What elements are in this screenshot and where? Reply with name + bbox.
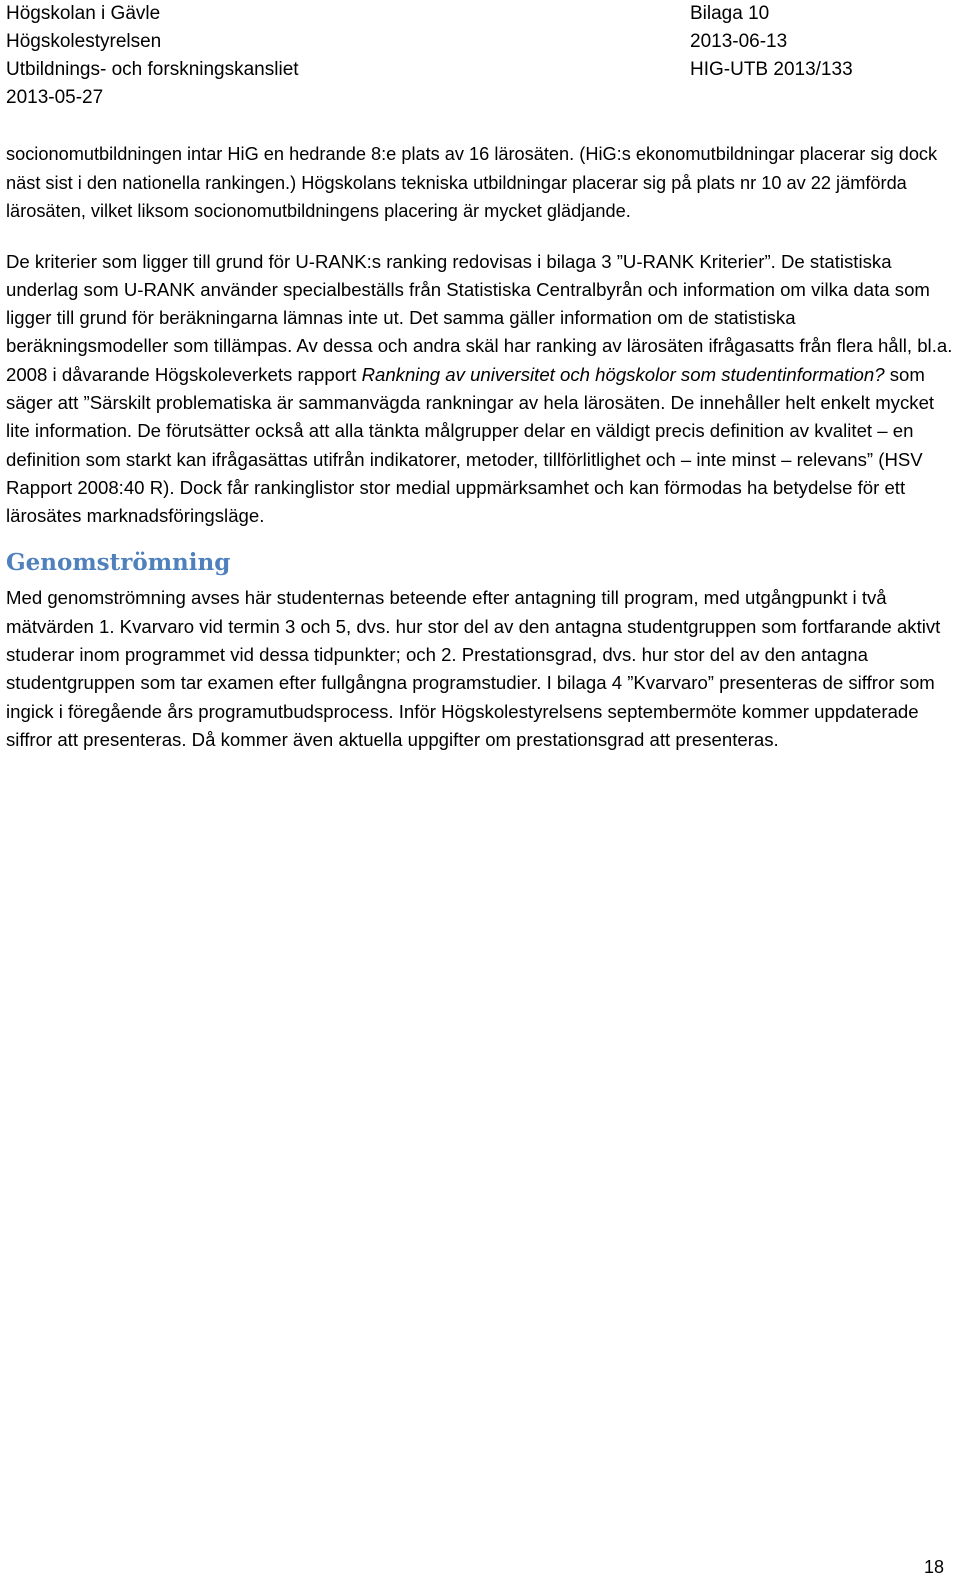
paragraph-urank-criteria-part1: De kriterier som ligger till grund för U-RANK:s ranking redovisas i bilaga 3 ”U-RANK Kriterier”. De statistiska underlag som U-RANK använder specialbeställs från Statistiska Centralbyrån och information om vilka data som ligger till grund för beräkningarna lämnas inte ut. Det samma gäller information om de statistiska beräkningsmodeller som tillämpas. Av dessa och andra skäl har ranking av lärosäten ifrågasatts från flera håll, bl.a. 2008 i dåvarande Högskoleverkets rapport [6,250,953,385]
header-reference: HIG-UTB 2013/133 [690,59,853,80]
page-number: 18 [923,1557,944,1577]
header-date: 2013-05-27 [6,87,104,108]
paragraph-urank-criteria-part2: som säger att ”Särskilt problematiska är sammanvägda rankningar av hela lärosäten. De innehåller helt enkelt mycket lite information. De förutsätter också att alla tänkta målgrupper delar en väldigt precis definition av kvalitet – en definition som starkt kan ifrågasättas utifrån indikatorer, metoder, tillförlitlighet och – inte minst – relevans” (HSV Rapport 2008:40 R). Dock får rankinglistor stor medial uppmärksamhet och kan förmodas ha betydelse för ett lärosätes marknadsföringsläge. [6,363,935,527]
paragraph-urank-criteria [6,248,956,531]
report-title: Rankning av universitet och högskolor som studentinformation? [361,363,885,385]
header-right-block [690,0,853,84]
paragraph-genomstromning: Med genomströmning avses här studenternas beteende efter antagning till program, med utgångpunkt i två mätvärden 1. Kvarvaro vid termin 3 och 5, dvs. hur stor del av den antagna studentgruppen som fortfarande aktivt studerar inom programmet vid dessa tidpunkter; och 2. Prestationsgrad, dvs. hur stor del av den antagna studentgruppen som tar examen efter fullgångna programstudier. I bilaga 4 ”Kvarvaro” presenteras de siffror som ingick i föregående års programutbudsprocess. Inför Högskolestyrelsens septembermöte kommer uppdaterade siffror att presenteras. Då kommer även aktuella uppgifter om prestationsgrad att presenteras. [6,587,941,750]
header-appendix: Bilaga 10 [690,3,770,24]
header-meeting-date: 2013-06-13 [690,31,788,52]
paragraph-ranking-results: socionomutbildningen intar HiG en hedrande 8:e plats av 16 lärosäten. (HiG:s ekonomutbildningar placerar sig dock näst sist i den nationella rankingen.) Högskolans tekniska utbildningar placerar sig på plats nr 10 av 22 jämförda lärosäten, vilket liksom socionomutbildningens placering är mycket glädjande. [6,144,938,221]
document-body [6,140,956,764]
section-heading-genomstromning: Genomströmning [6,549,231,577]
header-institution: Högskolan i Gävle [6,3,161,24]
header-office: Utbildnings- och forskningskansliet [6,59,299,80]
header-board: Högskolestyrelsen [6,31,162,52]
header-left-block [6,0,299,112]
